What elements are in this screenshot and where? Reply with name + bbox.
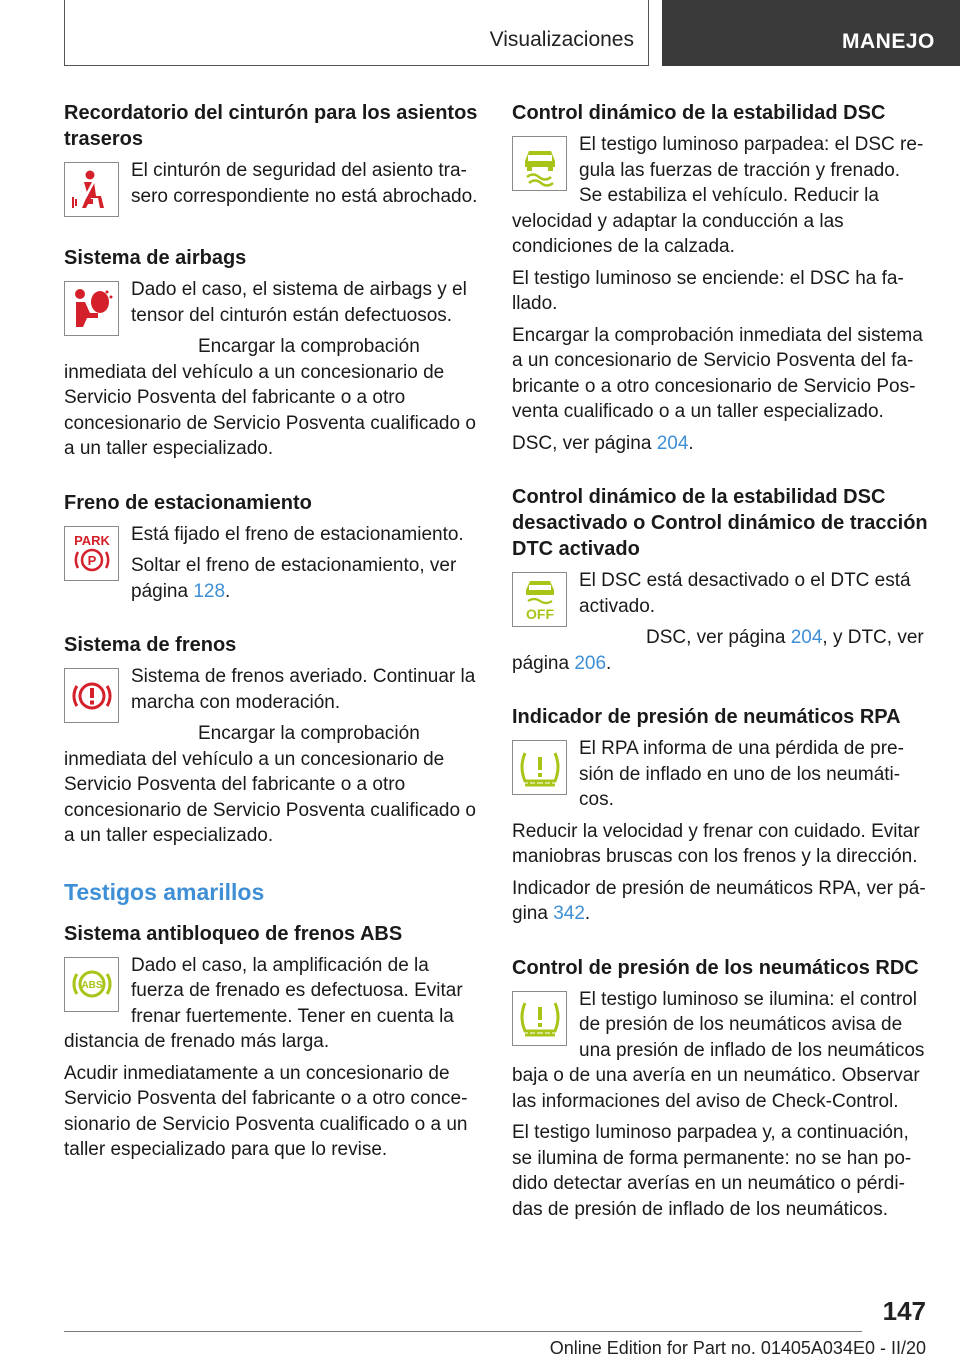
abs-icon-label: ABS	[80, 980, 103, 991]
park-icon-letter: P	[87, 553, 96, 568]
entry-rear-belt-reminder	[64, 100, 482, 223]
text-part: .	[225, 580, 231, 602]
dsc-warning-icon	[512, 136, 567, 191]
entry-text	[512, 431, 928, 457]
abs-warning-icon	[64, 957, 119, 1012]
text-part: .	[606, 652, 612, 674]
text-part: Soltar el freno de estacionamiento, ver página	[131, 555, 457, 602]
page-link-204[interactable]: 204	[790, 627, 823, 648]
header-section-box	[64, 0, 649, 66]
text-part: Indicador de presión de neumáticos RPA, ver página	[512, 877, 926, 924]
entry-title: Control dinámico de la estabilidad DSC	[512, 102, 886, 124]
footer-divider	[64, 1331, 862, 1332]
entry-dsc-off	[512, 484, 928, 682]
entry-title: Indicador de presión de neumáticos RPA	[512, 706, 901, 728]
entry-text: El DSC está desactivado o el DTC está activado.	[579, 570, 911, 617]
page-link-204[interactable]: 204	[656, 432, 689, 454]
text-part: DSC, ver página	[512, 432, 657, 454]
entry-text: Sistema de frenos averiado. Continuar la marcha con moderación.	[131, 666, 476, 713]
entry-brake-system	[64, 632, 482, 855]
entry-title: Freno de estacionamiento	[64, 491, 312, 514]
text-part: .	[688, 432, 694, 454]
entry-text: El testigo luminoso se ilumina: el control de presión de los neumáticos avisa de una presión de inflado de los neumáticos baja o de una avería en un neumático. Observar las informaciones del aviso de Check-Control.	[512, 988, 925, 1112]
entry-text: Dado el caso, la amplificación de la fuerza de frenado es defectuosa. Evitar frenar fuertemente. Tener en cuenta la distancia de frenado más larga.	[64, 954, 463, 1052]
right-column	[512, 100, 928, 1250]
entry-title: Sistema antibloqueo de frenos ABS	[64, 922, 403, 945]
entry-title: Control de presión de los neumáticos RDC	[512, 956, 919, 979]
entry-text	[131, 553, 482, 604]
entry-text: Reducir la velocidad y frenar con cuidado. Evitar maniobras bruscas con los frenos y la dirección.	[512, 820, 920, 867]
section-heading-yellow-lights: Testigos amarillos	[64, 878, 265, 905]
entry-text: Está fijado el freno de estacionamiento.	[131, 523, 464, 545]
entry-title: Sistema de airbags	[64, 247, 247, 269]
entry-text: Encargar la comprobación inmediata del vehículo a un concesionario de Servicio Posventa del fabricante o a otro concesionario de Servicio Posventa cualificado o a un taller especializado.	[64, 336, 476, 459]
airbag-warning-icon	[64, 281, 119, 336]
entry-title: Sistema de frenos	[64, 634, 237, 656]
left-column	[64, 100, 482, 1191]
entry-text: El testigo luminoso parpadea: el DSC regula las fuerzas de tracción y frenado. Se estabiliza el vehículo. Reducir la velocidad y adaptar la conducción a las condiciones de la calzada.	[512, 134, 924, 257]
entry-text: El cinturón de seguridad del asiento trasero correspondiente no está abrochado.	[131, 160, 478, 207]
off-icon-label: OFF	[525, 605, 554, 622]
dsc-off-icon	[512, 572, 567, 627]
park-brake-icon	[64, 526, 119, 581]
text-part: .	[584, 903, 591, 924]
entry-text: El testigo luminoso parpadea y, a continuación, se ilumina de forma permanente: no se han podido detectar averías en un neumático o pérdidas de presión de inflado de los neumáticos.	[512, 1122, 912, 1220]
text-part: , y DTC, ver página	[512, 627, 924, 674]
page-number: 147	[882, 1296, 926, 1326]
entry-parking-brake	[64, 490, 482, 611]
entry-text: Acudir inmediatamente a un concesionario de Servicio Posventa del fabricante o a otro concesionario de Servicio Posventa cualificado o a un taller especializado para que lo revise.	[64, 1062, 468, 1160]
entry-text	[512, 876, 928, 927]
tire-pressure-icon	[512, 991, 567, 1046]
tire-pressure-icon	[512, 740, 567, 795]
chapter-tab: MANEJO	[662, 0, 960, 66]
brake-warning-icon	[64, 668, 119, 723]
entry-abs	[64, 921, 482, 1169]
entry-airbags	[64, 245, 482, 468]
entry-rpa	[512, 704, 928, 933]
park-icon-label: PARK	[73, 533, 110, 548]
entry-dsc	[512, 100, 928, 462]
entry-text: Encargar la comprobación inmediata del vehículo a un concesionario de Servicio Posventa del fabricante o a otro concesionario de Servicio Posventa cualificado o a un taller especializado.	[64, 723, 476, 846]
seatbelt-warning-icon	[64, 162, 119, 217]
entry-text: Encargar la comprobación inmediata del sistema a un concesionario de Servicio Posventa del fabricante o a otro concesionario de Servicio Posventa cualificado o a un taller especializado.	[512, 324, 923, 422]
entry-rdc	[512, 955, 928, 1229]
page-link-206[interactable]: 206	[574, 652, 607, 674]
entry-text	[512, 625, 928, 676]
entry-text: El RPA informa de una pérdida de presión de inflado en uno de los neumáticos.	[579, 738, 904, 810]
edition-note: Online Edition for Part no. 01405A034E0 - II/20	[549, 1338, 926, 1358]
entry-text: El testigo luminoso se enciende: el DSC ha fallado.	[512, 267, 904, 314]
entry-text: Dado el caso, el sistema de airbags y el tensor del cinturón están defectuosos.	[131, 279, 467, 326]
entry-title: Recordatorio del cinturón para los asientos traseros	[64, 102, 478, 150]
section-title: Visualizaciones	[489, 28, 634, 51]
page-link-342[interactable]: 342	[553, 903, 585, 924]
page-link-128[interactable]: 128	[193, 580, 226, 602]
text-part: DSC, ver página	[646, 627, 791, 648]
entry-title: Control dinámico de la estabilidad DSC desactivado o Control dinámico de tracción DTC activado	[512, 486, 928, 560]
